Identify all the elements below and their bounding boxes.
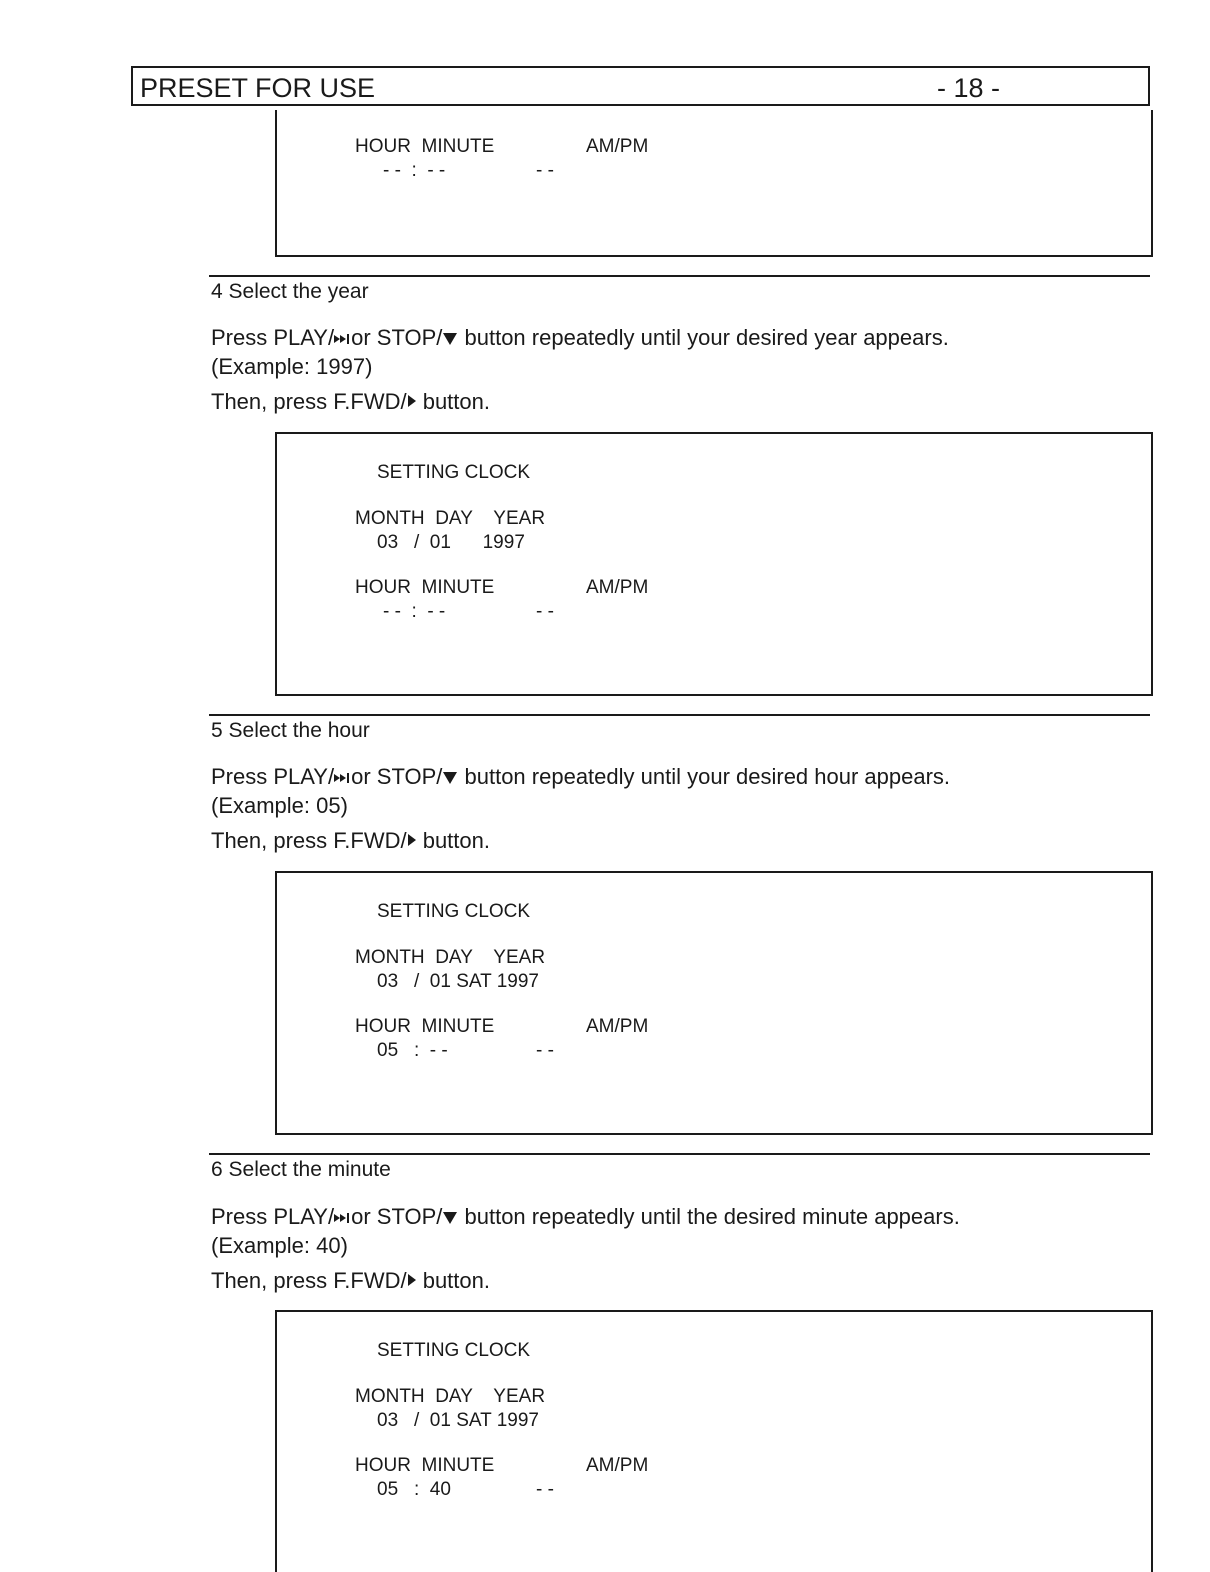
then-part: button.	[416, 389, 490, 414]
then-part: button.	[416, 828, 490, 853]
right-triangle-icon	[407, 1274, 417, 1290]
step-title: 6 Select the minute	[211, 1158, 391, 1181]
play-fast-forward-icon	[334, 771, 351, 785]
time-value: - - : - -	[383, 160, 446, 181]
example: (Example: 05)	[211, 793, 348, 818]
then-instruction	[211, 828, 490, 854]
screen-heading: SETTING CLOCK	[377, 462, 531, 483]
down-triangle-icon	[442, 771, 458, 785]
time-label: HOUR MINUTE	[355, 1016, 495, 1037]
ampm-value: - -	[536, 160, 554, 181]
instruction	[211, 764, 950, 790]
instruction-part: button repeatedly until your desired hour appears.	[458, 764, 951, 789]
date-value: 03 / 01 SAT 1997	[377, 971, 539, 992]
time-label: HOUR MINUTE	[355, 136, 495, 157]
play-fast-forward-icon	[334, 332, 351, 346]
instruction	[211, 1204, 960, 1230]
section-divider	[209, 1153, 1150, 1155]
then-instruction	[211, 389, 490, 415]
instruction-part: Press PLAY/	[211, 1204, 335, 1229]
screen-heading: SETTING CLOCK	[377, 1340, 531, 1361]
ampm-value: - -	[536, 601, 554, 622]
then-instruction	[211, 1268, 490, 1294]
step-title: 5 Select the hour	[211, 719, 370, 742]
ampm-label: AM/PM	[586, 1016, 649, 1037]
instruction-part: button repeatedly until your desired year appears.	[458, 325, 949, 350]
instruction-part: button repeatedly until the desired minute appears.	[458, 1204, 960, 1229]
clock-screen-partial	[275, 110, 1153, 257]
clock-screen-partial	[275, 1310, 1153, 1572]
instruction-part: Press PLAY/	[211, 325, 335, 350]
date-label: MONTH DAY YEAR	[355, 947, 546, 968]
date-label: MONTH DAY YEAR	[355, 1386, 546, 1407]
example: (Example: 40)	[211, 1233, 348, 1258]
section-divider	[209, 275, 1150, 277]
example: (Example: 1997)	[211, 354, 373, 379]
then-part: Then, press F.FWD/	[211, 389, 407, 414]
ampm-value: - -	[536, 1040, 554, 1061]
ampm-value: - -	[536, 1479, 554, 1500]
right-triangle-icon	[407, 395, 417, 411]
date-value: 03 / 01 SAT 1997	[377, 1410, 539, 1431]
ampm-label: AM/PM	[586, 577, 649, 598]
screen-heading: SETTING CLOCK	[377, 901, 531, 922]
right-triangle-icon	[407, 834, 417, 850]
down-triangle-icon	[442, 332, 458, 346]
ampm-label: AM/PM	[586, 1455, 649, 1476]
instruction	[211, 325, 949, 351]
then-part: Then, press F.FWD/	[211, 828, 407, 853]
time-value: 05 : - -	[377, 1040, 448, 1061]
time-label: HOUR MINUTE	[355, 577, 495, 598]
step-title: 4 Select the year	[211, 280, 369, 303]
down-triangle-icon	[442, 1211, 458, 1225]
then-part: button.	[416, 1268, 490, 1293]
instruction-part: Press PLAY/	[211, 764, 335, 789]
time-value: - - : - -	[383, 601, 446, 622]
clock-screen	[275, 432, 1153, 696]
instruction-part: or STOP/	[351, 764, 443, 789]
play-fast-forward-icon	[334, 1211, 351, 1225]
clock-screen	[275, 871, 1153, 1135]
date-value: 03 / 01 1997	[377, 532, 525, 553]
time-value: 05 : 40	[377, 1479, 451, 1500]
page-number: - 18 -	[937, 73, 1001, 103]
section-divider	[209, 714, 1150, 716]
section-title: PRESET FOR USE	[140, 73, 376, 103]
date-label: MONTH DAY YEAR	[355, 508, 546, 529]
ampm-label: AM/PM	[586, 136, 649, 157]
time-label: HOUR MINUTE	[355, 1455, 495, 1476]
then-part: Then, press F.FWD/	[211, 1268, 407, 1293]
page-header	[131, 66, 1150, 106]
instruction-part: or STOP/	[351, 325, 443, 350]
instruction-part: or STOP/	[351, 1204, 443, 1229]
